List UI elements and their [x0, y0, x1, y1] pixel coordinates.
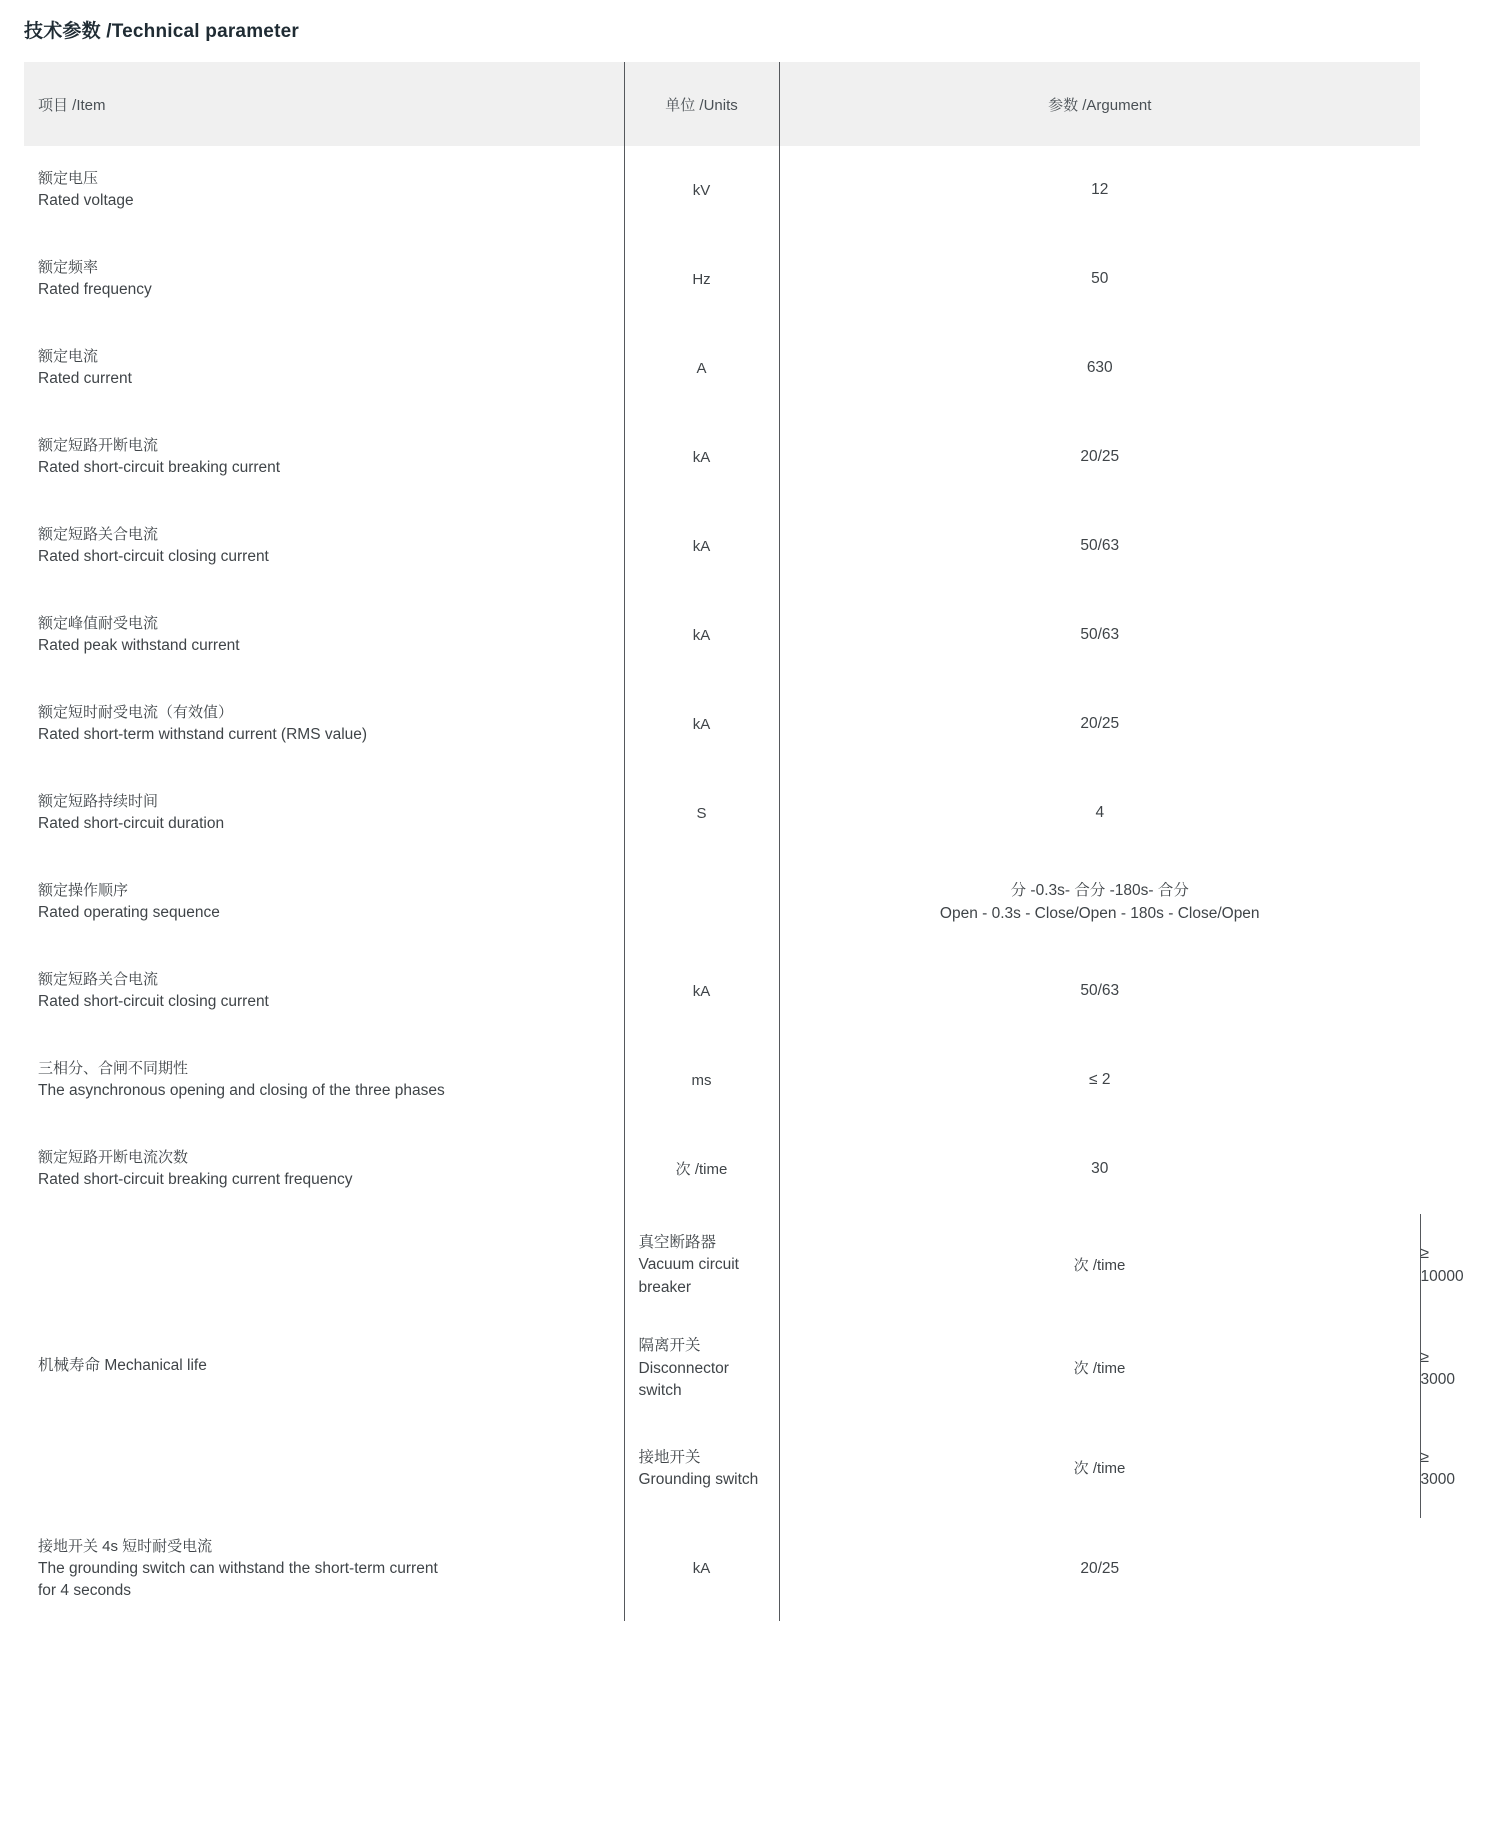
cell-argument: 50: [1091, 270, 1109, 288]
group-label-en: Mechanical life: [104, 1356, 207, 1374]
table-row: [24, 591, 1420, 680]
item-label-cn: 额定电压: [38, 170, 99, 188]
table-row: [24, 680, 1420, 769]
cell-argument: [779, 858, 1420, 947]
item-label-en-line-2: for 4 seconds: [38, 1582, 132, 1600]
table-row: [24, 413, 1420, 502]
item-label-en: Rated current: [38, 370, 132, 388]
item-label-en: Rated voltage: [38, 192, 134, 210]
cell-item: [24, 1036, 624, 1125]
item-label-en: Rated peak withstand current: [38, 637, 240, 655]
cell-units: ms: [624, 1036, 779, 1125]
item-label-cn: 额定频率: [38, 259, 99, 277]
item-label-en: Rated short-circuit closing current: [38, 993, 269, 1011]
column-header-argument: 参数 /Argument: [779, 62, 1420, 146]
item-label-cn: 额定峰值耐受电流: [38, 615, 159, 633]
cell-subitem: [624, 1317, 779, 1420]
item-label-cn: 额定短路开断电流次数: [38, 1149, 189, 1167]
cell-item: [24, 235, 624, 324]
cell-units: [624, 858, 779, 947]
cell-argument: 50/63: [1080, 626, 1120, 644]
table-row: 机械寿命 Mechanical life 真空断路器 Vacuum circuit breaker 次 /time ≥ 10000: [24, 1214, 1420, 1317]
item-label-cn: 接地开关 4s 短时耐受电流: [38, 1537, 213, 1555]
cell-argument: 50/63: [1080, 982, 1120, 1000]
item-label-en-line-1: The grounding switch can withstand the short-term current: [38, 1559, 438, 1577]
cell-subitem: [624, 1214, 779, 1317]
item-label-en: Rated short-circuit closing current: [38, 548, 269, 566]
cell-units: 次 /time: [779, 1214, 1420, 1317]
cell-item: [24, 324, 624, 413]
cell-item: [24, 591, 624, 680]
cell-argument: 30: [1091, 1160, 1109, 1178]
cell-units: Hz: [624, 235, 779, 324]
cell-argument: 20/25: [1080, 448, 1120, 466]
cell-item: [24, 769, 624, 858]
group-label-cn: 机械寿命: [38, 1356, 101, 1374]
column-header-item: 项目 /Item: [24, 62, 624, 146]
cell-item: [24, 413, 624, 502]
item-label-en: Rated short-circuit breaking current: [38, 459, 281, 477]
item-label-cn: 额定短时耐受电流（有效值）: [38, 704, 234, 722]
table-body: [24, 146, 1464, 1621]
cell-subitem: [624, 1421, 779, 1518]
cell-units: kA: [624, 947, 779, 1036]
cell-units: 次 /time: [779, 1421, 1420, 1518]
item-label-cn: 额定短路关合电流: [38, 971, 159, 989]
cell-units: A: [624, 324, 779, 413]
page-title: 技术参数 /Technical parameter: [24, 21, 299, 42]
cell-item: [24, 1125, 624, 1214]
cell-units: kA: [624, 680, 779, 769]
item-label-cn: 额定短路开断电流: [38, 437, 159, 455]
item-label-en: Rated short-circuit breaking current frequency: [38, 1171, 353, 1189]
cell-argument: 20/25: [1080, 1559, 1120, 1577]
cell-argument: ≤ 2: [1089, 1071, 1111, 1089]
cell-group-mechanical-life: [24, 1214, 624, 1518]
item-label-en: Rated frequency: [38, 281, 152, 299]
subitem-label-en: Grounding switch: [638, 1471, 759, 1489]
subitem-label-en: Disconnector switch: [638, 1359, 729, 1400]
item-label-cn: 额定操作顺序: [38, 882, 129, 900]
item-label-cn: 额定电流: [38, 348, 99, 366]
cell-units: kA: [624, 413, 779, 502]
item-label-en: Rated short-term withstand current (RMS value): [38, 726, 368, 744]
item-label-en: Rated short-circuit duration: [38, 815, 225, 833]
cell-item: [24, 146, 624, 235]
cell-item: [24, 680, 624, 769]
subitem-label-en: Vacuum circuit breaker: [638, 1256, 739, 1296]
subitem-label-cn: 隔离开关: [638, 1337, 701, 1355]
column-header-units: 单位 /Units: [624, 62, 779, 146]
cell-item: [24, 1518, 624, 1621]
table-row: [24, 1036, 1420, 1125]
cell-item: [24, 947, 624, 1036]
item-label-cn: 三相分、合闸不同期性: [38, 1060, 189, 1078]
table-row: [24, 769, 1420, 858]
cell-argument: 20/25: [1080, 715, 1120, 733]
subitem-label-cn: 接地开关: [638, 1448, 701, 1466]
cell-item: [24, 502, 624, 591]
table-row: [24, 235, 1420, 324]
subitem-label-cn: 真空断路器: [638, 1234, 717, 1251]
table-head: [24, 62, 1420, 146]
cell-argument: 50/63: [1080, 537, 1120, 555]
item-label-cn: 额定短路持续时间: [38, 793, 159, 811]
table-row: [24, 502, 1420, 591]
cell-units: kV: [624, 146, 779, 235]
item-label-en: The asynchronous opening and closing of the three phases: [38, 1082, 445, 1100]
cell-units: 次 /time: [779, 1317, 1420, 1420]
argument-line-2: Open - 0.3s - Close/Open - 180s - Close/Open: [939, 904, 1260, 922]
cell-units: kA: [624, 591, 779, 680]
cell-argument: 630: [1086, 359, 1113, 377]
cell-units: S: [624, 769, 779, 858]
table-row: 隔离开关 Disconnector switch 次 /time ≥ 3000: [24, 1317, 1420, 1420]
table-row: [24, 324, 1420, 413]
cell-units: kA: [624, 502, 779, 591]
table-row: [24, 146, 1420, 235]
argument-line-1: 分 -0.3s- 合分 -180s- 合分: [1010, 882, 1189, 900]
table-row: [24, 1518, 1420, 1621]
table-row: [24, 1125, 1420, 1214]
table-header-row: [24, 62, 1420, 146]
cell-units: kA: [624, 1518, 779, 1621]
table-row: [24, 858, 1420, 947]
item-label-cn: 额定短路关合电流: [38, 526, 159, 544]
technical-parameter-table: [24, 62, 1464, 1621]
table-row: [24, 947, 1420, 1036]
cell-argument: 4: [1095, 804, 1105, 822]
cell-item: [24, 858, 624, 947]
cell-argument: 12: [1091, 181, 1109, 199]
cell-units: 次 /time: [624, 1125, 779, 1214]
item-label-en: Rated operating sequence: [38, 904, 220, 922]
table-row: 接地开关 Grounding switch 次 /time ≥ 3000: [24, 1421, 1420, 1518]
